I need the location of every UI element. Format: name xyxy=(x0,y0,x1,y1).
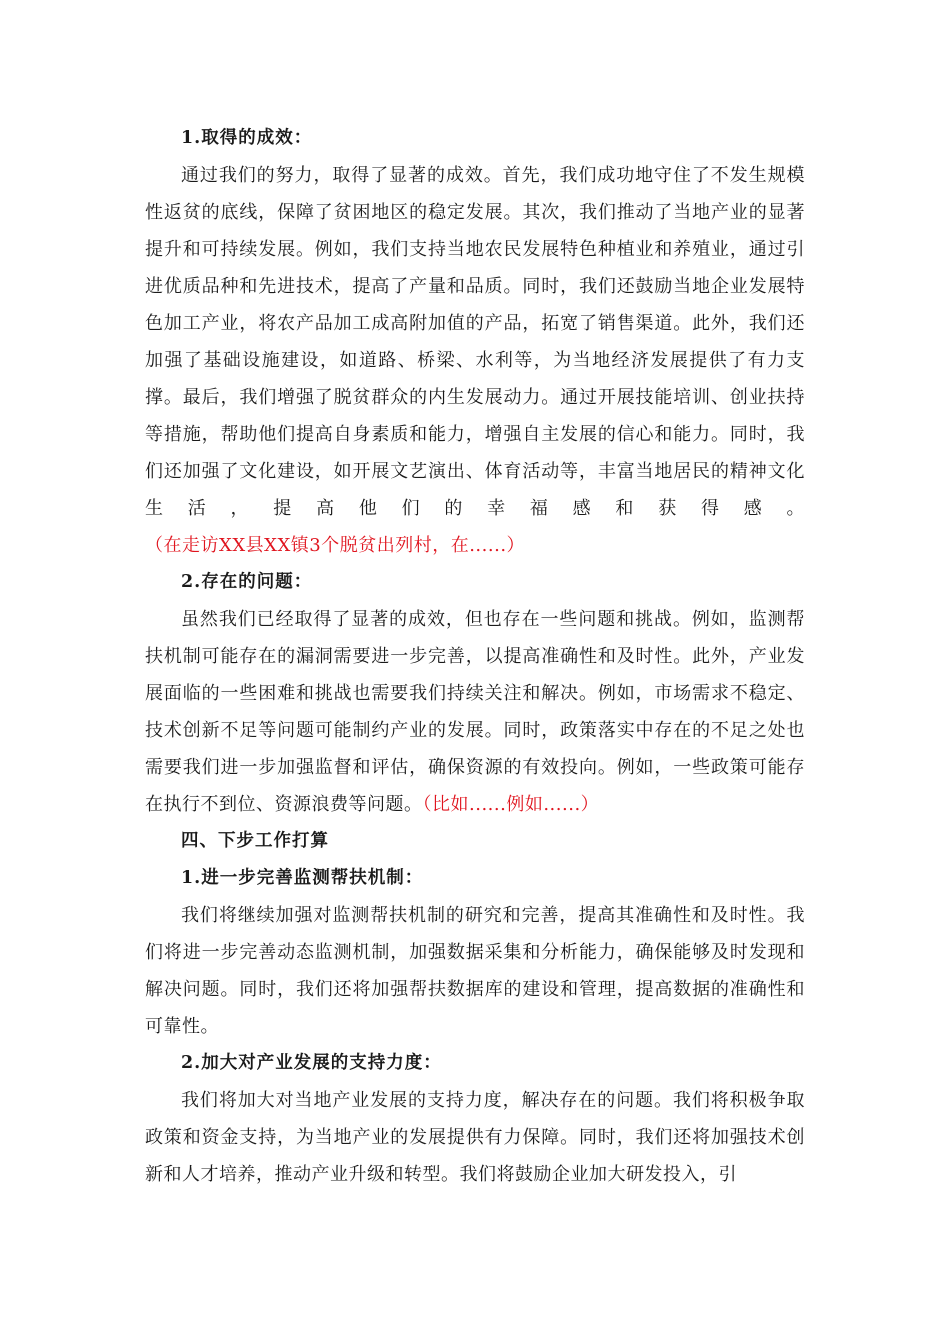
paragraph-text: 通过我们的努力，取得了显著的成效。首先，我们成功地守住了不发生规模性返贫的底线，保障了贫困地区的稳定发展。其次，我们推动了当地产业的显著提升和可持续发展。例如，我们支持当地农民发展特色种植业和养殖业，通过引进优质品种和先进技术，提高了产量和品质。同时，我们还鼓励当地企业发展特色加工产业，将农产品加工成高附加值的产品，拓宽了销售渠道。此外，我们还加强了基础设施建设，如道路、桥梁、水利等，为当地经济发展提供了有力支撑。最后，我们增强了脱贫群众的内生发展动力。通过开展技能培训、创业扶持等措施，帮助他们提高自身素质和能力，增强自主发展的信心和能力。同时，我们还加强了文化建设，如开展文艺演出、体育活动等，丰富当地居民的精神文化生活，提高他们的幸福感和获得感。 xyxy=(145,165,805,519)
section-paragraph-monitoring xyxy=(145,897,805,1045)
paragraph-text: 虽然我们已经取得了显著的成效，但也存在一些问题和挑战。例如，监测帮扶机制可能存在的漏洞需要进一步完善，以提高准确性和及时性。此外，产业发展面临的一些困难和挑战也需要我们持续关注和解决。例如，市场需求不稳定、技术创新不足等问题可能制约产业的发展。同时，政策落实中存在的不足之处也需要我们进一步加强监督和评估，确保资源的有效投向。例如，一些政策可能存在执行不到位、资源浪费等问题。 xyxy=(145,609,805,815)
section-paragraph-industry-support xyxy=(145,1082,805,1193)
section-heading-monitoring: 1.进一步完善监测帮扶机制： xyxy=(181,868,424,888)
document-body xyxy=(145,120,805,1193)
section-heading-achievements: 1.取得的成效： xyxy=(181,128,313,148)
chapter-heading-next-steps: 四、下步工作打算 xyxy=(181,831,329,851)
section-heading-problems: 2.存在的问题： xyxy=(181,572,313,592)
section-paragraph-problems xyxy=(145,601,805,823)
red-annotation-note: （在走访XX县XX镇3个脱贫出列村，在......） xyxy=(145,535,526,556)
section-paragraph-achievements xyxy=(145,157,805,564)
section-heading-industry-support: 2.加大对产业发展的支持力度： xyxy=(181,1053,442,1073)
red-annotation-note: （比如......例如......） xyxy=(422,794,600,815)
paragraph-text: 我们将继续加强对监测帮扶机制的研究和完善，提高其准确性和及时性。我们将进一步完善动态监测机制，加强数据采集和分析能力，确保能够及时发现和解决问题。同时，我们还将加强帮扶数据库的建设和管理，提高数据的准确性和可靠性。 xyxy=(145,905,805,1037)
paragraph-text: 我们将加大对当地产业发展的支持力度，解决存在的问题。我们将积极争取政策和资金支持，为当地产业的发展提供有力保障。同时，我们还将加强技术创新和人才培养，推动产业升级和转型。我们将鼓励企业加大研发投入，引 xyxy=(145,1090,805,1185)
